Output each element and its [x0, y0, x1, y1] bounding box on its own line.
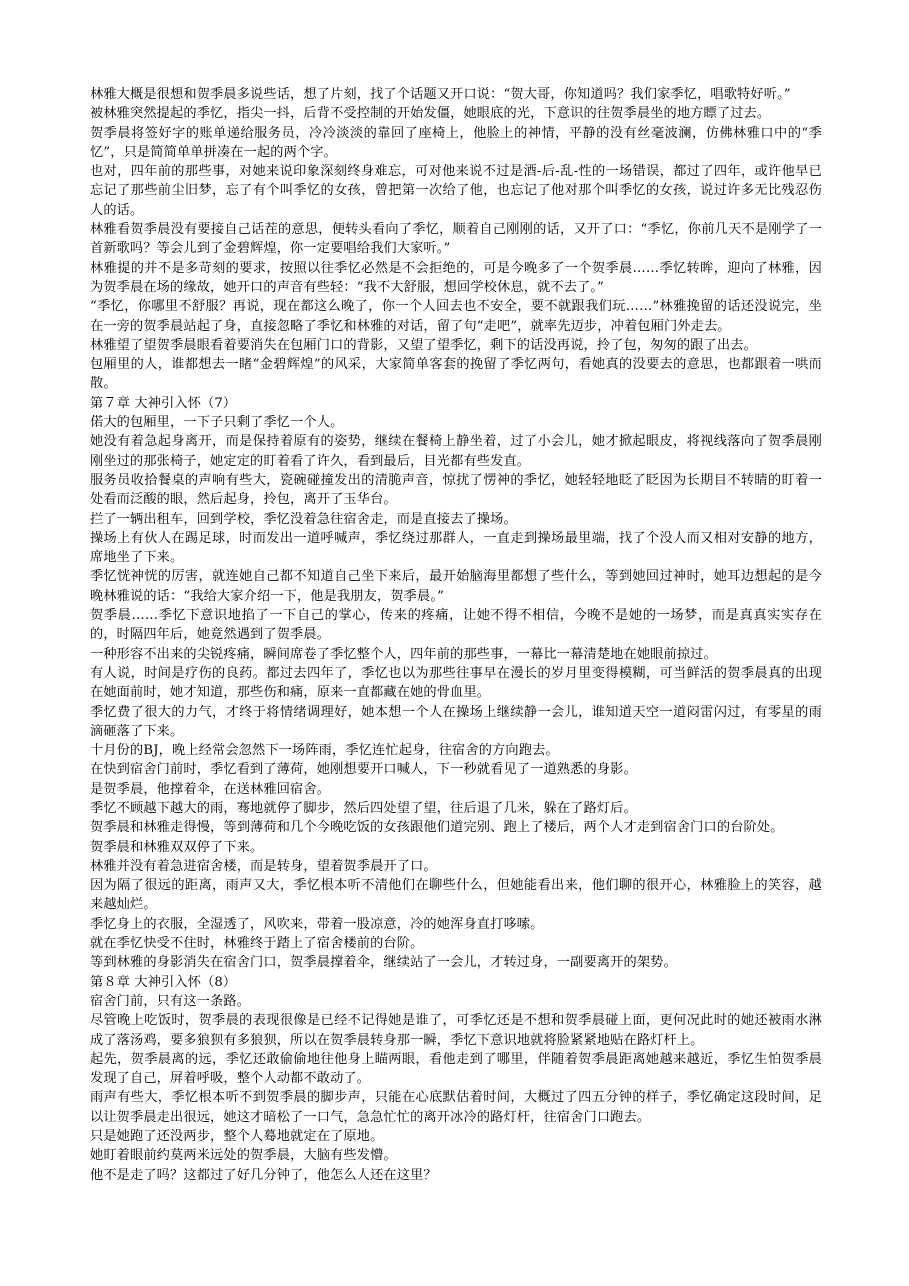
- paragraph: 季忆身上的衣服，全湿透了，风吹来，带着一股凉意，冷的她浑身直打哆嗦。: [90, 916, 544, 932]
- paragraph: 林雅大概是很想和贺季晨多说些话，想了片刻，找了个话题又开口说：“贺大哥，你知道吗？我们家季忆，唱歌特好听。”: [90, 87, 791, 102]
- paragraph: 是贺季晨，他撑着伞，在送林雅回宿舍。: [90, 781, 331, 797]
- paragraph: 季忆恍神恍的厉害，就连她自己都不知道自己坐下来后，最开始脑海里都想了些什么，等到她回过神时，她耳边想起的是今晚林雅说的话：“我给大家介绍一下，他是我朋友，贺季晨。”: [90, 569, 822, 604]
- paragraph: 也对，四年前的那些事，对她来说印象深刻终身难忘，可对他来说不过是酒-后-乱-性的一场错误，都过了四年，或许他早已忘记了那些前尘旧梦，忘了有个叫季忆的女孩，曾把第一次给了他，也忘记了他对那个叫季忆的女孩，说过许多无比残忍伤人的话。: [90, 164, 822, 218]
- paragraph: 季忆不顾越下越大的雨，骞地就停了脚步，然后四处望了望，往后退了几米，躲在了路灯后。: [90, 800, 637, 816]
- paragraph: 他不是走了吗？这都过了好几分钟了，他怎么人还在这里？: [90, 1167, 437, 1183]
- document-page: [90, 85, 822, 1185]
- paragraph: 操场上有伙人在踢足球，时而发出一道呼喊声，季忆绕过那群人，一直走到操场最里端，找了个没人而又相对安静的地方，席地坐了下来。: [90, 530, 822, 566]
- paragraph: 一种形容不出来的尖锐疼痛，瞬间席卷了季忆整个人，四年前的那些事，一幕比一幕清楚地在她眼前掠过。: [90, 646, 717, 662]
- paragraph: 起先，贺季晨离的远，季忆还敢偷偷地往他身上瞄两眼，看他走到了哪里，伴随着贺季晨距离她越来越近，季忆生怕贺季晨发现了自己，屏着呼吸，整个人动都不敢动了。: [90, 1051, 822, 1087]
- paragraph: 因为隔了很远的距离，雨声又大，季忆根本听不清他们在聊些什么，但她能看出来，他们聊的很开心，林雅脸上的笑容，越来越灿烂。: [90, 878, 822, 913]
- paragraph: 拦了一辆出租车，回到学校，季忆没着急往宿舍走，而是直接去了操场。: [90, 511, 517, 527]
- paragraph: 她没有着急起身离开，而是保持着原有的姿势，继续在餐椅上静坐着，过了小会儿，她才掀起眼皮，将视线落向了贺季晨刚刚坐过的那张椅子，她定定的盯着看了许久，看到最后，目光都有些发直。: [90, 434, 822, 469]
- paragraph: 她盯着眼前约莫两米远处的贺季晨，大脑有些发懵。: [90, 1148, 397, 1164]
- chapter-heading: 第８章 大神引入怀（8）: [90, 974, 237, 990]
- paragraph: 等到林雅的身影消失在宿舍门口，贺季晨撑着伞，继续站了一会儿，才转过身，一副要离开的架势。: [90, 955, 677, 971]
- paragraph: 十月份的BJ，晚上经常会忽然下一场阵雨，季忆连忙起身，往宿舍的方向跑去。: [90, 743, 559, 759]
- paragraph: 贺季晨……季忆下意识地掐了一下自己的掌心，传来的疼痛，让她不得不相信，今晚不是她的一场梦，而是真真实实存在的，时隔四年后，她竟然遇到了贺季晨。: [90, 608, 822, 643]
- paragraph: 贺季晨和林雅走得慢，等到薄荷和几个今晚吃饭的女孩跟他们道完别、跑上了楼后，两个人才走到宿舍门口的台阶处。: [90, 820, 784, 836]
- paragraph: 有人说，时间是疗伤的良药。都过去四年了，季忆也以为那些往事早在漫长的岁月里变得模糊，可当鲜活的贺季晨真的出现在她面前时，她才知道，那些伤和痛，原来一直都藏在她的骨血里。: [90, 665, 822, 701]
- paragraph: 在快到宿舍门前时，季忆看到了薄荷，她刚想要开口喊人，下一秒就看见了一道熟悉的身影。: [90, 762, 637, 778]
- paragraph: 被林雅突然提起的季忆，指尖一抖，后背不受控制的开始发僵，她眼底的光，下意识的往贺季晨坐的地方瞟了过去。: [90, 106, 771, 122]
- paragraph: 包厢里的人，谁都想去一睹“金碧辉煌”的风采，大家简单客套的挽留了季忆两句，看她真的没要去的意思，也都跟着一哄而散。: [90, 357, 822, 392]
- paragraph: 贺季晨和林雅双双停了下来。: [90, 839, 264, 855]
- paragraph: 偌大的包厢里，一下子只剩了季忆一个人。: [90, 415, 344, 431]
- paragraph: 林雅提的并不是多苛刻的要求，按照以往季忆必然是不会拒绝的，可是今晚多了一个贺季晨……季忆转眸，迎向了林雅，因为贺季晨在场的缘故，她开口的声音有些轻：“我不大舒服，想回学校休息，就不去了。”: [90, 260, 822, 295]
- paragraph: 季忆费了很大的力气，才终于将情绪调理好，她本想一个人在操场上继续静一会儿，谁知道天空一道闷雷闪过，有零星的雨滴砸落了下来。: [90, 704, 822, 739]
- paragraph: 尽管晚上吃饭时，贺季晨的表现很像是已经不记得她是谁了，可季忆还是不想和贺季晨碰上面，更何况此时的她还被雨水淋成了落汤鸡，要多狼狈有多狼狈，所以在贺季晨转身那一瞬，季忆下意识地就将脸紧紧地贴在路灯杆上。: [90, 1013, 822, 1048]
- paragraph: 宿舍门前，只有这一条路。: [90, 993, 251, 1009]
- paragraph: 林雅望了望贺季晨眼看着要消失在包厢门口的背影，又望了望季忆，剩下的话没再说，拎了包，匆匆的跟了出去。: [90, 337, 757, 353]
- paragraph: 林雅并没有着急进宿舍楼，而是转身，望着贺季晨开了口。: [90, 858, 437, 874]
- paragraph: 服务员收拾餐桌的声响有些大，瓷碗碰撞发出的清脆声音，惊扰了愣神的季忆，她轻轻地眨了眨因为长期目不转睛的盯着一处看而泛酸的眼，然后起身，拎包，离开了玉华台。: [90, 472, 822, 508]
- paragraph: 只是她跑了还没两步，整个人蓦地就定在了原地。: [90, 1129, 384, 1145]
- paragraph: 贺季晨将签好字的账单递给服务员，冷冷淡淡的靠回了座椅上，他脸上的神情，平静的没有丝毫波澜，仿佛林雅口中的“季忆”，只是简简单单拼凑在一起的两个字。: [90, 125, 822, 160]
- paragraph: 雨声有些大，季忆根本听不到贺季晨的脚步声，只能在心底默估着时间，大概过了四五分钟的样子，季忆确定这段时间，足以让贺季晨走出很远，她这才暗松了一口气，急急忙忙的离开冰冷的路灯杆，往宿舍门口跑去。: [90, 1090, 822, 1125]
- paragraph: 林雅看贺季晨没有要接自己话茬的意思，便转头看向了季忆，顺着自己刚刚的话，又开了口：“季忆，你前几天不是刚学了一首新歌吗？等会儿到了金碧辉煌，你一定要唱给我们大家听。”: [90, 222, 822, 257]
- chapter-heading: 第７章 大神引入怀（7）: [90, 395, 237, 411]
- paragraph: 就在季忆快受不住时，林雅终于踏上了宿舍楼前的台阶。: [90, 936, 424, 952]
- paragraph: “季忆，你哪里不舒服？再说，现在都这么晚了，你一个人回去也不安全，要不就跟我们玩……”林雅挽留的话还没说完，坐在一旁的贺季晨站起了身，直接忽略了季忆和林雅的对话，留了句“走吧”，就率先迈步，冲着包厢门外走去。: [90, 299, 822, 334]
